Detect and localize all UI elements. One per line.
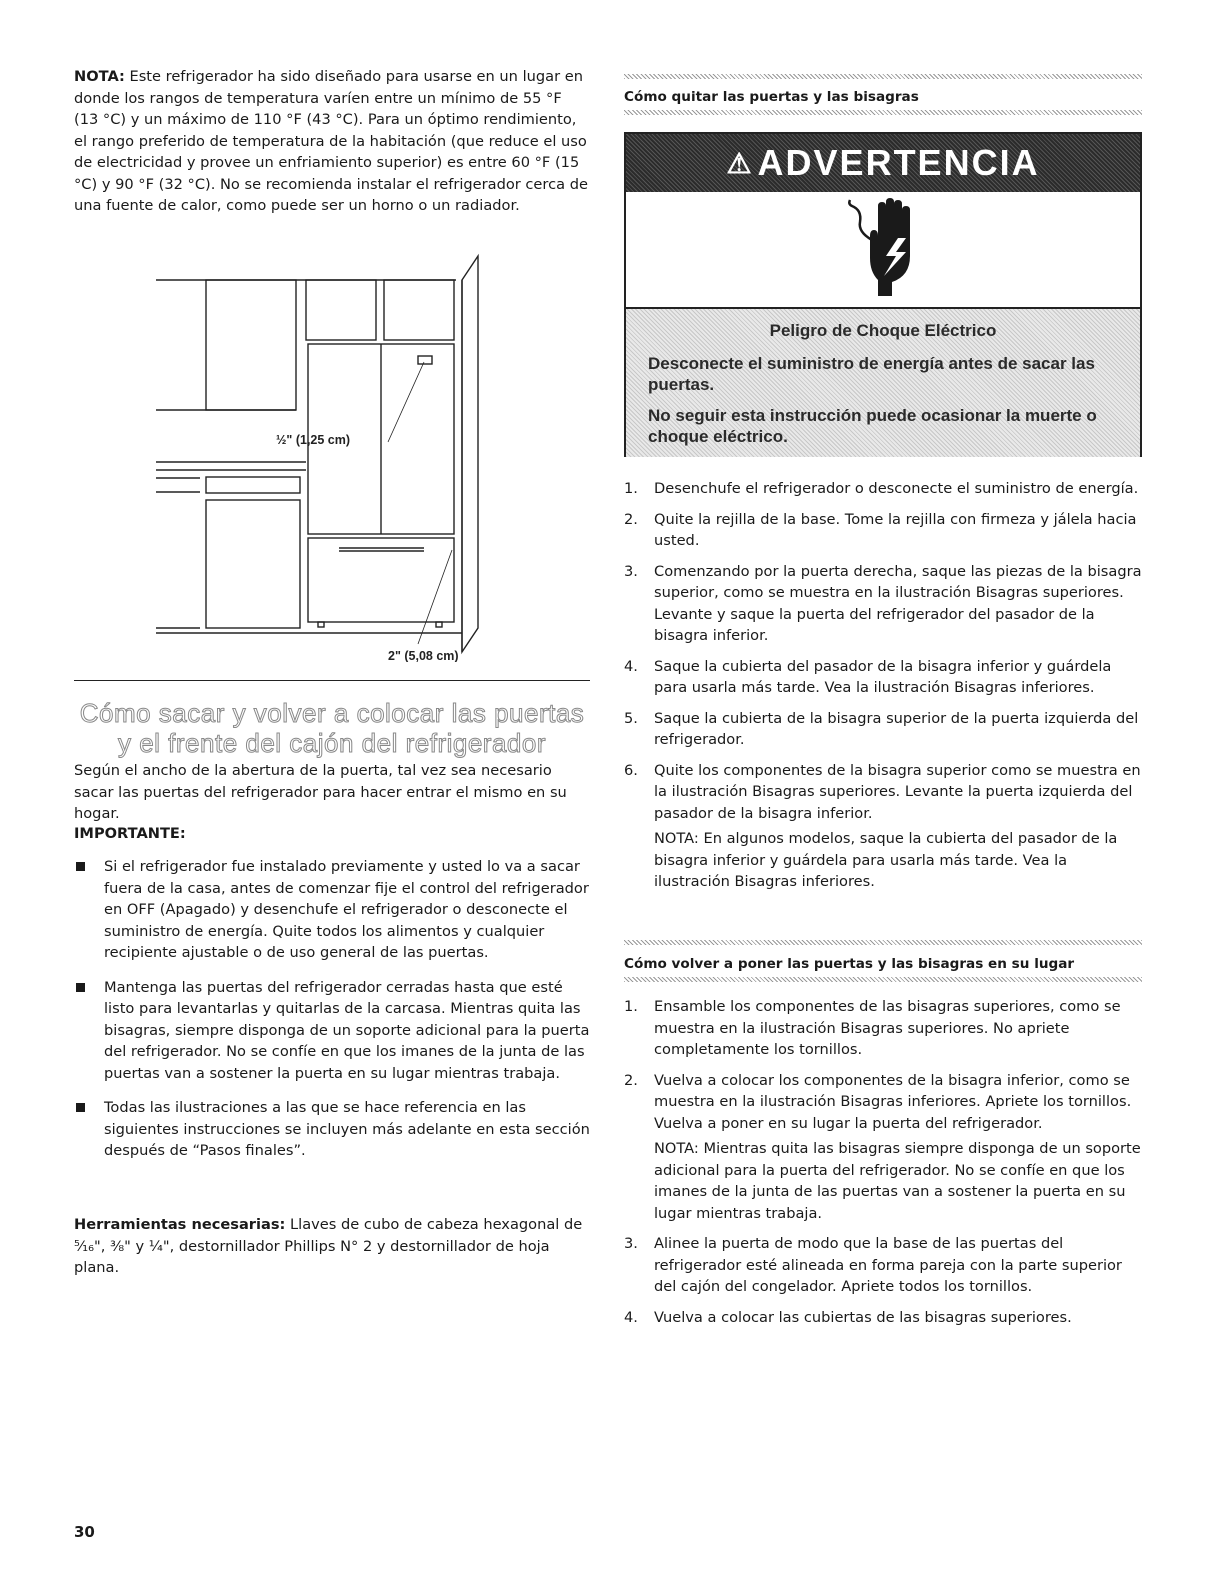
step-number: 5.	[624, 709, 638, 727]
warning-title: Peligro de Choque Eléctrico	[769, 321, 997, 340]
step-number: 3.	[624, 1235, 638, 1252]
step-text: Desenchufe el refrigerador o desconecte el suministro de energía.	[654, 480, 1139, 497]
side-clearance-label: ½" (1,25 cm)	[276, 433, 351, 447]
note-label: NOTA:	[654, 1140, 699, 1157]
section-title-line-1: Cómo sacar y volver a colocar las puertas	[79, 698, 585, 728]
step-note	[654, 828, 1142, 893]
step-number: 4.	[624, 1308, 638, 1326]
warning-icon-area	[626, 192, 1140, 307]
step-note	[654, 1138, 1142, 1224]
tools-label: Herramientas necesarias:	[74, 1216, 286, 1233]
step-number: 2.	[624, 1071, 638, 1089]
note-text: En algunos modelos, saque la cubierta del pasador de la bisagra inferior y guárdela para usarla más tarde. Vea la ilustración Bisagras inferiores.	[654, 830, 1118, 890]
step-item	[624, 561, 1142, 647]
warning-message-panel	[626, 307, 1140, 457]
step-text: Quite los componentes de la bisagra superior como se muestra en la ilustración Bisagras superiores. Levante la puerta izquierda del pasador de la bisagra inferior.	[654, 761, 1141, 822]
electric-shock-hand-icon	[626, 192, 1144, 307]
importante-heading: IMPORTANTE:	[74, 825, 186, 842]
step-number: 6.	[624, 761, 638, 779]
bullet-item	[74, 977, 590, 1085]
remove-doors-steps	[624, 478, 1142, 902]
refrigerator-clearance-illustration	[156, 252, 576, 662]
step-text: Alinee la puerta de modo que la base de las puertas del refrigerador esté alineada en forma pareja con la parte superior del cajón del congelador. Apriete todos los tornillos.	[654, 1235, 1122, 1295]
warning-box	[624, 132, 1142, 457]
bullet-square-icon	[76, 862, 85, 871]
step-number: 2.	[624, 510, 638, 528]
step-item	[624, 509, 1142, 552]
section-title	[74, 698, 590, 758]
note-label: NOTA:	[654, 830, 699, 847]
bullet-text: Si el refrigerador fue instalado previamente y usted lo va a sacar fuera de la casa, antes de comenzar fije el control del refrigerador en OFF (Apagado) y desenchufe el refrigerador o desconecte el suministro de energía. Quite todos los alimentos y cualquier recipiente ajustable o de uso general de las puertas.	[104, 858, 589, 961]
nota-text: Este refrigerador ha sido diseñado para usarse en un lugar en donde los rangos de temperatura varíen entre un mínimo de 55 °F (13 °C) y un máximo de 110 °F (43 °C). Para un óptimo rendimiento, el rango preferido de temperatura de la habitación (que reduce el uso de electricidad y provee un enfriamiento superior) es entre 60 °F (15 °C) y 90 °F (32 °C). No se recomienda instalar el refrigerador cerca de una fuente de calor, como puede ser un horno o un radiador.	[74, 68, 588, 214]
warning-triangle-icon: ⚠	[726, 147, 754, 179]
tools-needed	[74, 1214, 590, 1279]
step-number: 3.	[624, 562, 638, 580]
section-title-line-2: y el frente del cajón del refrigerador	[117, 728, 546, 758]
top-clearance-label: 2" (5,08 cm)	[388, 649, 459, 662]
step-text: Saque la cubierta del pasador de la bisagra inferior y guárdela para usarla más tarde. Vea la ilustración Bisagras inferiores.	[654, 657, 1112, 696]
replace-doors-steps	[624, 996, 1142, 1337]
temperature-note	[74, 66, 590, 217]
warning-instruction: Desconecte el suministro de energía antes de sacar las puertas.	[648, 354, 1095, 394]
refrigerator-cabinet-drawing	[156, 252, 576, 662]
subhead-remove-doors: Cómo quitar las puertas y las bisagras	[624, 89, 919, 105]
hatch-divider	[624, 74, 1142, 79]
bullet-text: Mantenga las puertas del refrigerador cerradas hasta que esté listo para levantarlas y quitarlas de la carcasa. Mientras quita las bisagras, siempre disponga de un soporte adicional para la puerta del refrigerador. No se confíe en que los imanes de la junta de las puertas van a sostener la puerta en su lugar mientras trabaja.	[104, 978, 590, 1082]
bullet-text: Todas las ilustraciones a las que se hace referencia en las siguientes instrucciones se incluyen más adelante en esta sección después de “Pasos finales”.	[104, 1099, 590, 1159]
note-text: Mientras quita las bisagras siempre disponga de un soporte adicional para la puerta del refrigerador. No se confíe en que los imanes de la junta de las puertas van a sostener la puerta en su lugar mientras trabaja.	[654, 1140, 1141, 1222]
bullet-square-icon	[76, 983, 85, 992]
step-text: Saque la cubierta de la bisagra superior de la puerta izquierda del refrigerador.	[654, 709, 1139, 748]
step-number: 1.	[624, 480, 638, 497]
section-divider	[74, 680, 590, 681]
subhead-replace-doors: Cómo volver a poner las puertas y las bisagras en su lugar	[624, 956, 1075, 972]
bullet-item	[74, 1097, 590, 1162]
step-item	[624, 478, 1142, 500]
step-number: 4.	[624, 657, 638, 675]
tools-text: Llaves de cubo de cabeza hexagonal de ⁵⁄₁₆", ⅜" y ¼", destornillador Phillips N° 2 y destornillador de hoja plana.	[74, 1216, 583, 1276]
page-number: 30	[74, 1523, 95, 1541]
step-item	[624, 1307, 1142, 1329]
warning-consequence: No seguir esta instrucción puede ocasionar la muerte o choque eléctrico.	[648, 406, 1097, 446]
bullet-square-icon	[76, 1103, 85, 1112]
step-item	[624, 708, 1142, 751]
hatch-divider	[624, 110, 1142, 115]
warning-header-text: ADVERTENCIA	[757, 142, 1040, 183]
important-bullets	[74, 856, 590, 1175]
step-text: Comenzando por la puerta derecha, saque las piezas de la bisagra superior, como se muestra en la ilustración Bisagras superiores. Levante y saque la puerta del refrigerador del pasador de la bisagra inferior.	[654, 562, 1142, 644]
step-item	[624, 656, 1142, 699]
step-item	[624, 760, 1142, 893]
bullet-item	[74, 856, 590, 964]
hatch-divider	[624, 940, 1142, 945]
nota-label: NOTA:	[74, 68, 125, 85]
intro-paragraph: Según el ancho de la abertura de la puerta, tal vez sea necesario sacar las puertas del refrigerador para hacer entrar el mismo en su hogar.	[74, 762, 567, 822]
step-item	[624, 996, 1142, 1061]
step-item	[624, 1233, 1142, 1298]
step-text: Vuelva a colocar las cubiertas de las bisagras superiores.	[654, 1308, 1072, 1326]
warning-header	[626, 134, 1140, 192]
step-text: Ensamble los componentes de las bisagras superiores, como se muestra en la ilustración Bisagras superiores. No apriete completamente los tornillos.	[654, 998, 1121, 1058]
hatch-divider	[624, 977, 1142, 982]
step-number: 1.	[624, 998, 638, 1015]
step-text: Quite la rejilla de la base. Tome la rejilla con firmeza y jálela hacia usted.	[654, 510, 1137, 549]
step-text: Vuelva a colocar los componentes de la bisagra inferior, como se muestra en la ilustración Bisagras inferiores. Apriete los tornillos. Vuelva a poner en su lugar la puerta del refrigerador.	[654, 1071, 1132, 1132]
step-item	[624, 1070, 1142, 1225]
